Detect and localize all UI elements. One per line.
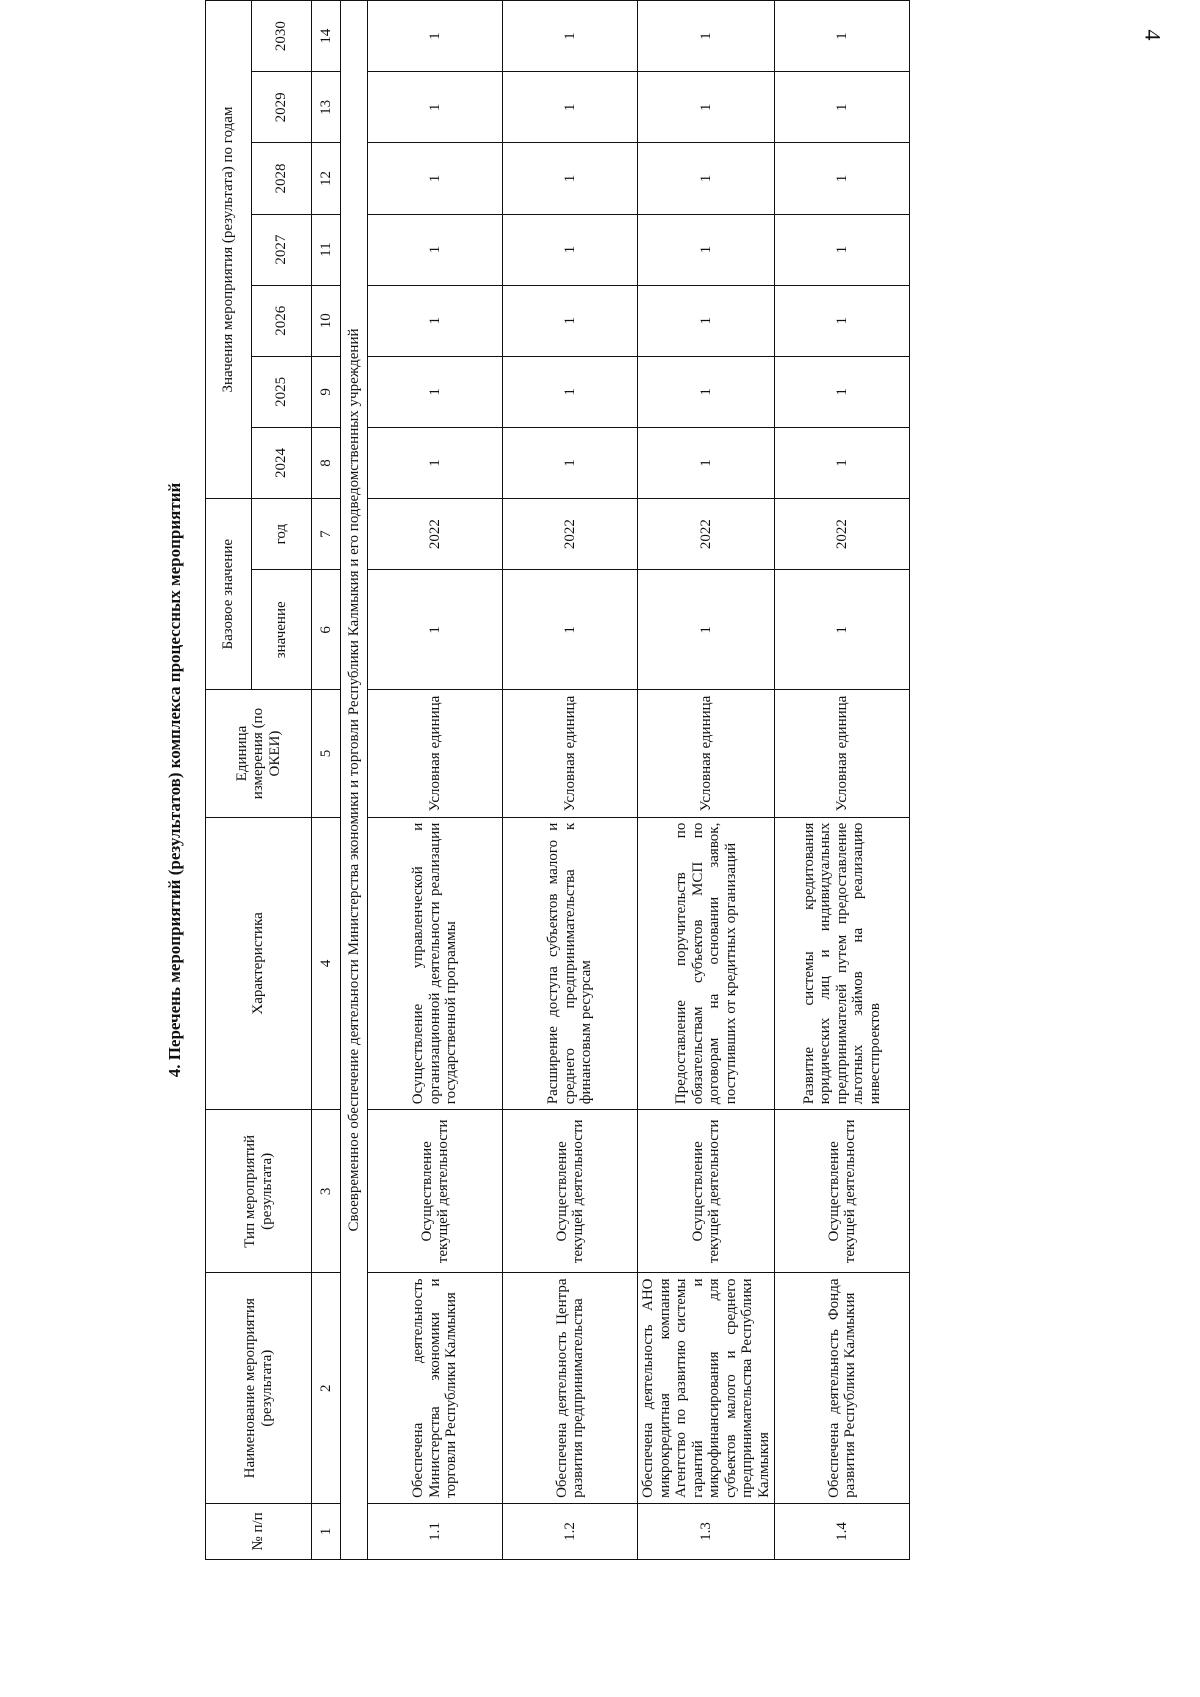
header-year: 2027 <box>252 214 312 285</box>
row-year-value: 1 <box>368 214 503 285</box>
page-number: 4 <box>1140 29 1166 41</box>
row-year-value: 1 <box>503 285 638 356</box>
row-year-value: 1 <box>503 356 638 427</box>
row-year-value: 1 <box>638 72 775 143</box>
column-number: 5 <box>312 690 341 817</box>
row-year-value: 1 <box>368 72 503 143</box>
column-number: 2 <box>312 1273 341 1503</box>
header-year: 2028 <box>252 143 312 214</box>
row-year-value: 1 <box>775 72 910 143</box>
row-year-value: 1 <box>775 1 910 72</box>
row-type: Осуществление текущей деятельности <box>638 1110 775 1273</box>
row-year-value: 1 <box>368 143 503 214</box>
row-base-year: 2022 <box>638 499 775 570</box>
column-number: 7 <box>312 499 341 570</box>
section-title: Своевременное обеспечение деятельности Министерства экономики и торговли Республики Калмыкия и его подведомственных учреждений <box>341 1 368 1560</box>
row-name: Обеспечена деятельность Министерства экономики и торговли Республики Калмыкия <box>368 1273 503 1503</box>
table-row <box>775 1 910 1560</box>
header-row <box>206 1 252 1560</box>
row-num: 1.4 <box>775 1503 910 1559</box>
row-base-value: 1 <box>368 570 503 690</box>
column-number: 9 <box>312 356 341 427</box>
row-unit: Условная единица <box>503 690 638 817</box>
table-row <box>503 1 638 1560</box>
row-base-value: 1 <box>638 570 775 690</box>
row-num: 1.3 <box>638 1503 775 1559</box>
row-year-value: 1 <box>503 214 638 285</box>
row-characteristic: Развитие системы кредитования юридических лиц и индивидуальных предпринимателей путем предоставление льготных займов на реализацию инвестпроектов <box>775 817 910 1110</box>
row-year-value: 1 <box>638 214 775 285</box>
column-number-row <box>312 1 341 1560</box>
column-number: 11 <box>312 214 341 285</box>
row-name: Обеспечена деятельность Центра развития предпринимательства <box>503 1273 638 1503</box>
header-name: Наименование мероприятия (результата) <box>206 1273 312 1503</box>
row-characteristic: Расширение доступа субъектов малого и среднего предпринимательства к финансовым ресурсам <box>503 817 638 1110</box>
row-characteristic: Осуществление управленческой и организационной деятельности реализации государственной программы <box>368 817 503 1110</box>
row-year-value: 1 <box>503 427 638 498</box>
row-year-value: 1 <box>368 356 503 427</box>
row-base-value: 1 <box>503 570 638 690</box>
row-unit: Условная единица <box>368 690 503 817</box>
header-base-year: год <box>252 499 312 570</box>
header-characteristic: Характеристика <box>206 817 312 1110</box>
row-year-value: 1 <box>368 1 503 72</box>
row-year-value: 1 <box>368 427 503 498</box>
document-sheet <box>160 0 1060 1560</box>
row-num: 1.1 <box>368 1503 503 1559</box>
section-row <box>341 1 368 1560</box>
row-year-value: 1 <box>638 285 775 356</box>
row-type: Осуществление текущей деятельности <box>368 1110 503 1273</box>
header-year: 2026 <box>252 285 312 356</box>
row-type: Осуществление текущей деятельности <box>775 1110 910 1273</box>
row-num: 1.2 <box>503 1503 638 1559</box>
row-unit: Условная единица <box>638 690 775 817</box>
row-name: Обеспечена деятельность АНО микрокредитная компания Агентство по развитию системы гарантий и микрофинансирования для субъектов малого и среднего предпринимательства Республики Калмыкия <box>638 1273 775 1503</box>
column-number: 1 <box>312 1503 341 1559</box>
column-number: 4 <box>312 817 341 1110</box>
column-number: 3 <box>312 1110 341 1273</box>
row-unit: Условная единица <box>775 690 910 817</box>
measures-table <box>205 0 910 1560</box>
row-year-value: 1 <box>638 143 775 214</box>
row-year-value: 1 <box>503 1 638 72</box>
row-year-value: 1 <box>775 143 910 214</box>
row-year-value: 1 <box>775 285 910 356</box>
row-year-value: 1 <box>638 1 775 72</box>
row-base-year: 2022 <box>368 499 503 570</box>
row-name: Обеспечена деятельность Фонда развития Республики Калмыкия <box>775 1273 910 1503</box>
row-year-value: 1 <box>775 214 910 285</box>
row-year-value: 1 <box>368 285 503 356</box>
row-year-value: 1 <box>775 356 910 427</box>
row-base-value: 1 <box>775 570 910 690</box>
column-number: 14 <box>312 1 341 72</box>
header-base-value: значение <box>252 570 312 690</box>
header-year: 2030 <box>252 1 312 72</box>
header-num: № п/п <box>206 1503 312 1559</box>
column-number: 12 <box>312 143 341 214</box>
table-row <box>368 1 503 1560</box>
document-title: 4. Перечень мероприятий (результатов) комплекса процессных мероприятий <box>165 482 184 1078</box>
row-characteristic: Предоставление поручительств по обязательствам субъектов МСП по договорам на основании заявок, поступивших от кредитных организаций <box>638 817 775 1110</box>
header-unit: Единица измерения (по ОКЕИ) <box>206 690 312 817</box>
header-values-group: Значения мероприятия (результата) по годам <box>206 1 252 499</box>
row-year-value: 1 <box>638 356 775 427</box>
header-base-group: Базовое значение <box>206 499 252 690</box>
column-number: 13 <box>312 72 341 143</box>
row-year-value: 1 <box>638 427 775 498</box>
header-year: 2029 <box>252 72 312 143</box>
row-base-year: 2022 <box>503 499 638 570</box>
column-number: 6 <box>312 570 341 690</box>
table-row <box>638 1 775 1560</box>
header-year: 2024 <box>252 427 312 498</box>
row-year-value: 1 <box>775 427 910 498</box>
row-base-year: 2022 <box>775 499 910 570</box>
column-number: 8 <box>312 427 341 498</box>
row-year-value: 1 <box>503 72 638 143</box>
row-type: Осуществление текущей деятельности <box>503 1110 638 1273</box>
header-type: Тип мероприятий (результата) <box>206 1110 312 1273</box>
column-number: 10 <box>312 285 341 356</box>
row-year-value: 1 <box>503 143 638 214</box>
header-year: 2025 <box>252 356 312 427</box>
